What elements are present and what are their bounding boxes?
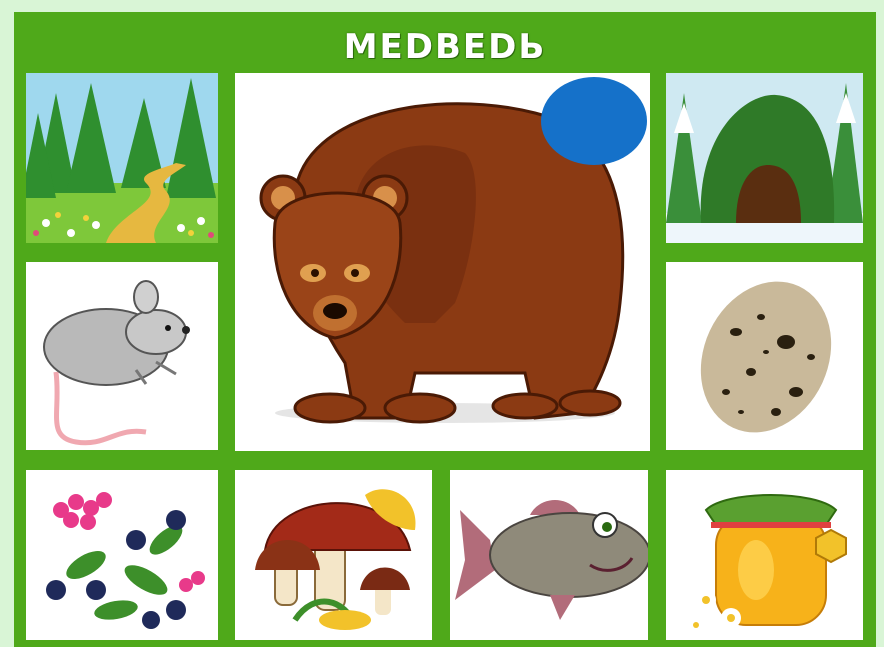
egg-card[interactable]: [666, 262, 863, 450]
den-card[interactable]: [666, 73, 863, 243]
berries-picture: [26, 470, 218, 640]
fish-picture: [450, 470, 648, 640]
berries-card[interactable]: [26, 470, 218, 640]
mouse-picture: [26, 262, 218, 450]
blue-circle-marker: [541, 77, 647, 165]
forest-path-card[interactable]: [26, 73, 218, 243]
honey-jar-picture: [666, 470, 863, 640]
page-title: МЕDВЕDЬ: [343, 27, 547, 67]
mushrooms-card[interactable]: [235, 470, 432, 640]
bear-card[interactable]: [235, 73, 650, 451]
forest-clearing-picture: [26, 73, 218, 243]
activity-board: [14, 12, 876, 647]
mushrooms-picture: [235, 470, 432, 640]
quail-egg-picture: [666, 262, 863, 450]
snowy-den-picture: [666, 73, 863, 243]
fish-card[interactable]: [450, 470, 648, 640]
mouse-card[interactable]: [26, 262, 218, 450]
honey-card[interactable]: [666, 470, 863, 640]
